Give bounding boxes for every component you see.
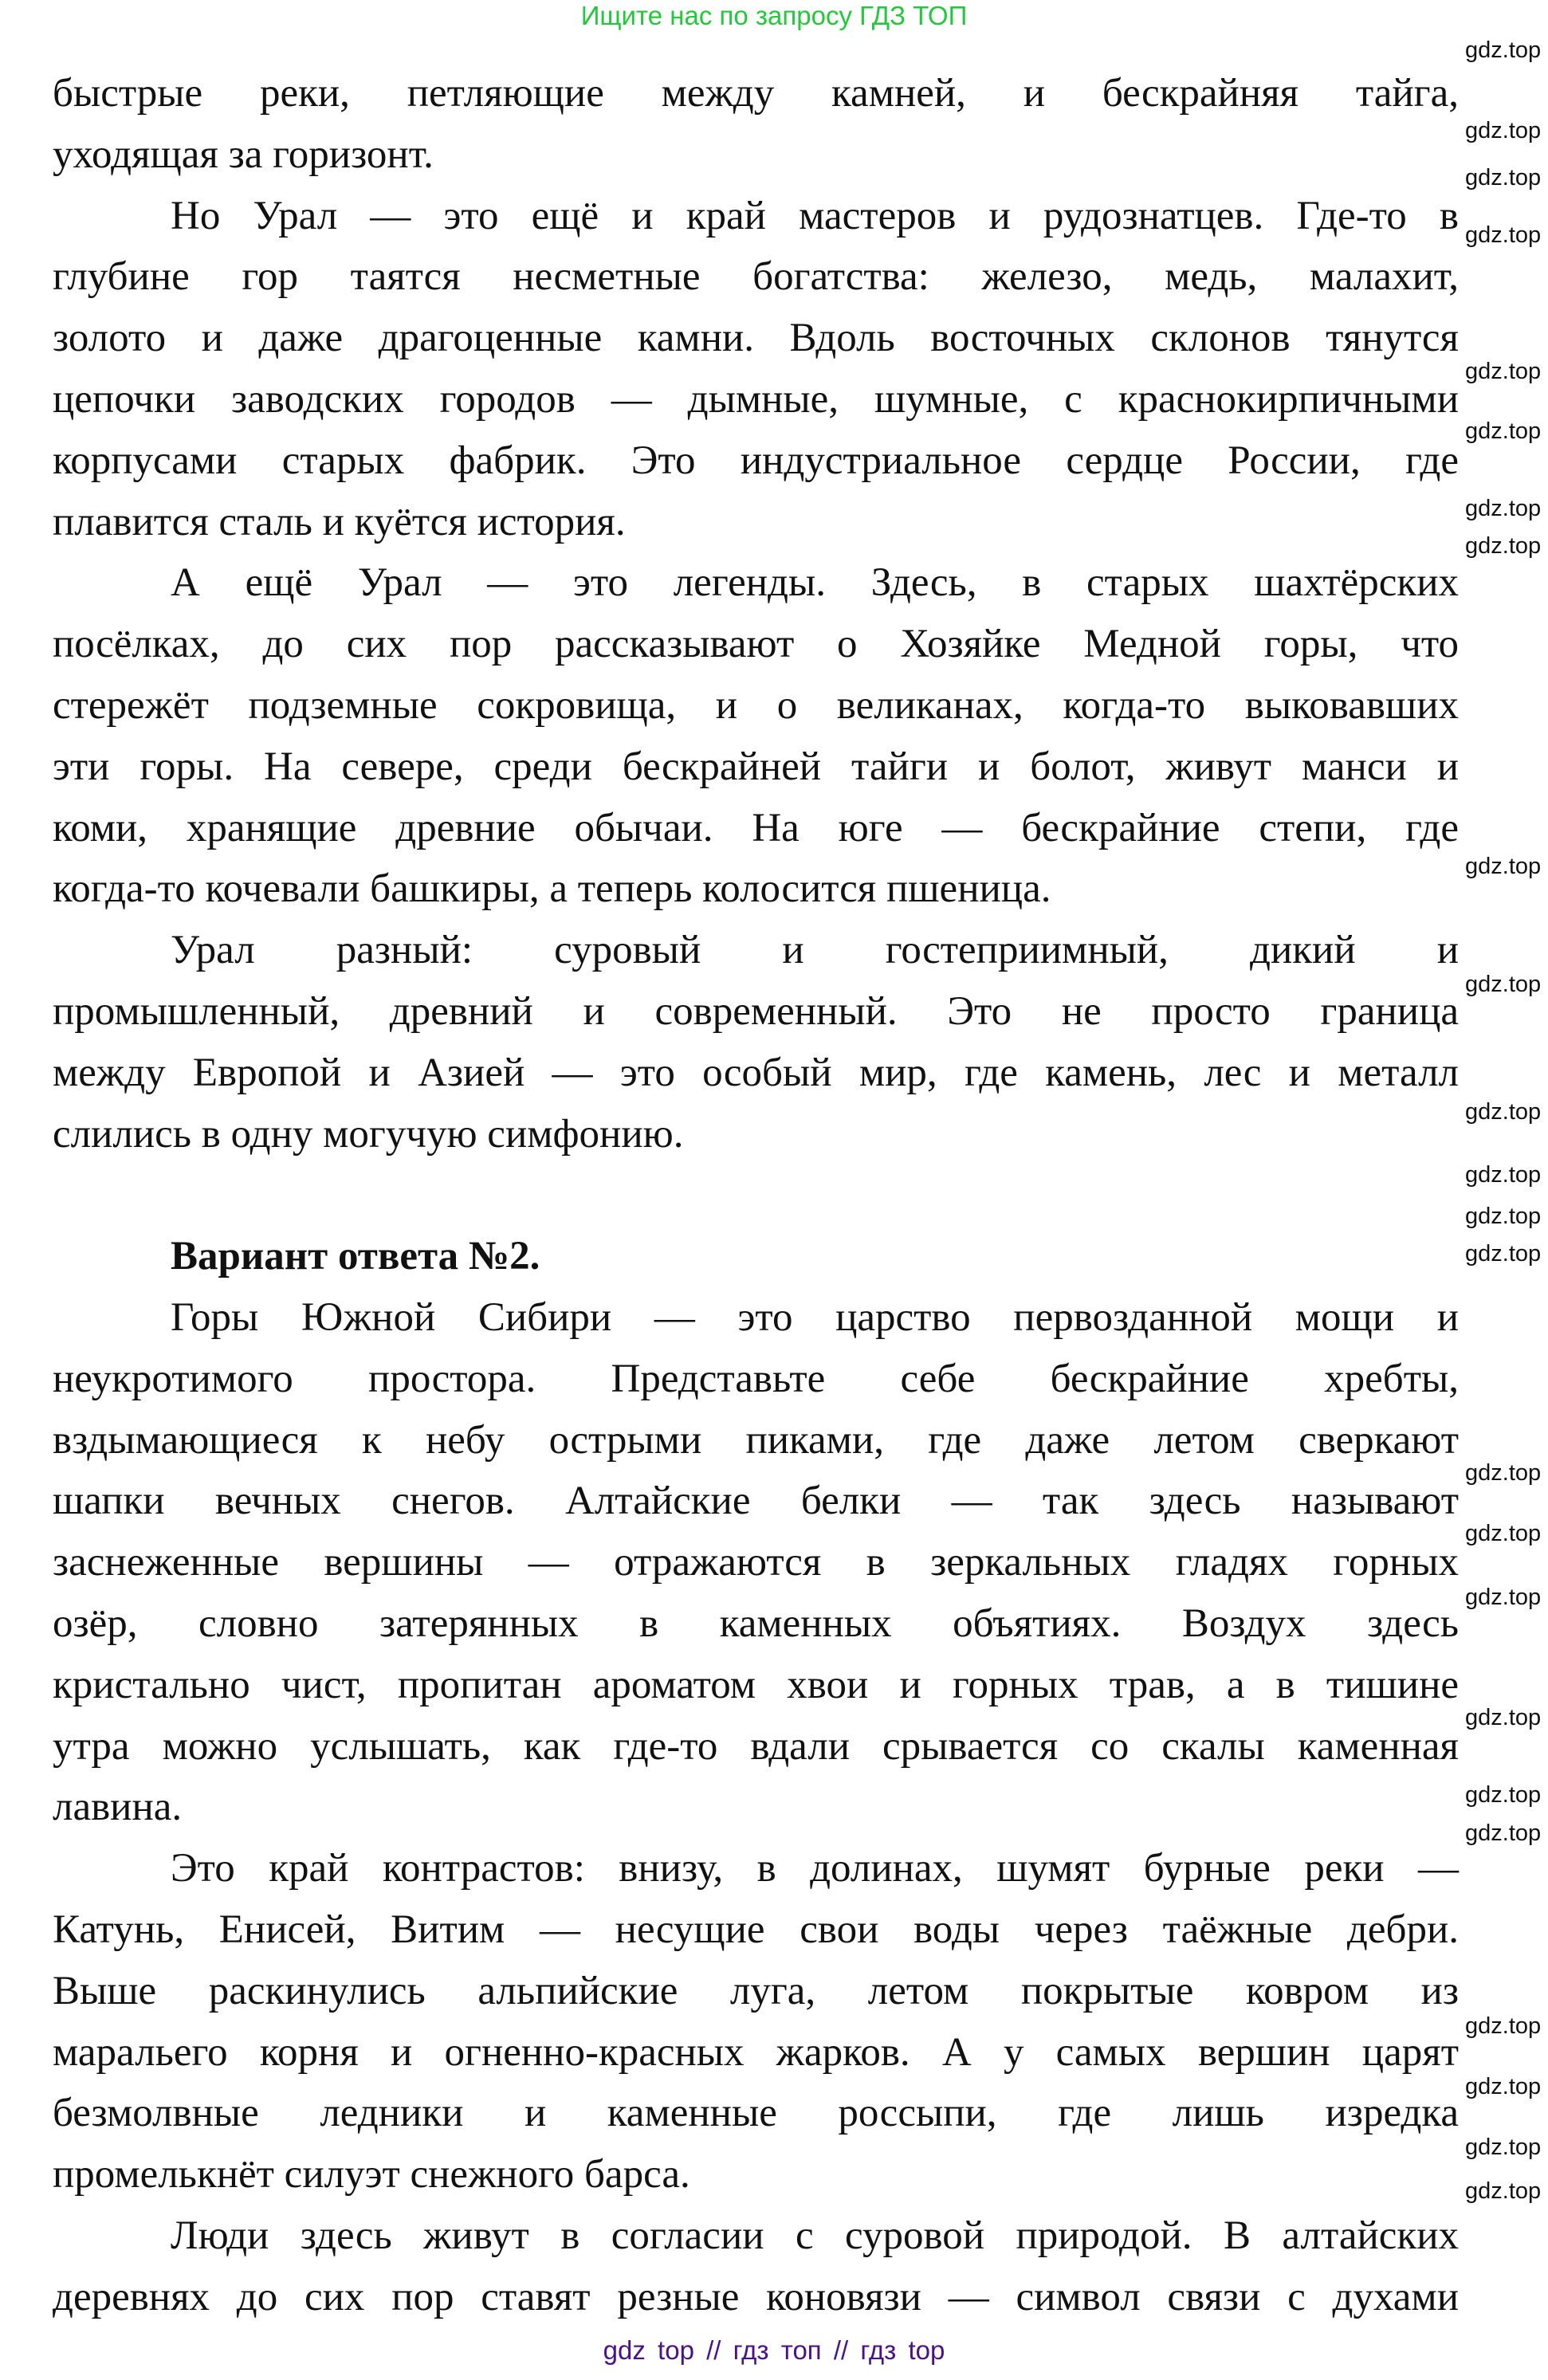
text-line: вздымающиеся к небу острыми пиками, где даже летом сверкают — [53, 1417, 1459, 1463]
text-line: лавина. — [53, 1785, 183, 1830]
text-line: безмолвные ледники и каменные россыпи, где лишь изредка — [53, 2091, 1459, 2136]
text-line: промышленный, древний и современный. Это не просто граница — [53, 988, 1459, 1034]
text-line: эти горы. На севере, среди бескрайней тайги и болот, живут манси и — [53, 744, 1459, 789]
text-line: Это край контрастов: внизу, в долинах, шумят бурные реки — — [171, 1846, 1459, 1891]
text-line: Но Урал — это ещё и край мастеров и рудознатцев. Где-то в — [171, 193, 1459, 238]
watermark-label: gdz.top — [1465, 165, 1542, 190]
text-line: А ещё Урал — это легенды. Здесь, в старых шахтёрских — [171, 560, 1459, 606]
text-line: промелькнёт силуэт снежного барса. — [53, 2152, 690, 2197]
watermark-label: gdz.top — [1465, 1099, 1542, 1125]
text-line: коми, хранящие древние обычаи. На юге — бескрайние степи, где — [53, 805, 1459, 850]
watermark-label: gdz.top — [1465, 1705, 1542, 1730]
text-line: утра можно услышать, как где-то вдали срывается со скалы каменная — [53, 1723, 1459, 1769]
text-line: Горы Южной Сибири — это царство первозданной мощи и — [171, 1294, 1459, 1340]
watermark-label: gdz.top — [1465, 1241, 1542, 1267]
text-line: шапки вечных снегов. Алтайские белки — так здесь называют — [53, 1479, 1459, 1524]
watermark-label: gdz.top — [1465, 222, 1542, 248]
watermark-label: gdz.top — [1465, 972, 1542, 997]
paragraph — [53, 920, 1459, 1164]
text-line: неукротимого простора. Представьте себе бескрайние хребты, — [53, 1356, 1459, 1401]
text-line: Урал разный: суровый и гостеприимный, дикий и — [171, 928, 1459, 973]
watermark-label: gdz.top — [1465, 2013, 1542, 2039]
text-line: между Европой и Азией — это особый мир, где камень, лес и металл — [53, 1050, 1459, 1095]
text-line: деревнях до сих пор ставят резные коновязи — символ связи с духами — [53, 2274, 1459, 2319]
text-line: стережёт подземные сокровища, и о великанах, когда-то выковавших — [53, 682, 1459, 728]
watermark-label: gdz.top — [1465, 359, 1542, 384]
watermark-label: gdz.top — [1465, 2135, 1542, 2160]
watermark-label: gdz.top — [1465, 2074, 1542, 2099]
watermark-label: gdz.top — [1465, 37, 1542, 63]
text-line: золото и даже драгоценные камни. Вдоль восточных склонов тянутся — [53, 316, 1459, 361]
paragraph — [53, 63, 1459, 186]
paragraph — [53, 1838, 1459, 2205]
section-1 — [53, 63, 1459, 1164]
section-2 — [53, 1287, 1459, 2328]
text-line: Выше раскинулись альпийские луга, летом покрытые ковром из — [53, 1968, 1459, 2013]
text-line: Катунь, Енисей, Витим — несущие свои воды через таёжные дебри. — [53, 1907, 1459, 1952]
spacer — [53, 1164, 1459, 1226]
text-line: плавится сталь и куётся история. — [53, 499, 626, 544]
watermark-label: gdz.top — [1465, 1162, 1542, 1188]
search-banner: Ищите нас по запросу ГДЗ ТОП — [580, 1, 968, 30]
text-line: заснеженные вершины — отражаются в зеркальных гладях горных — [53, 1540, 1459, 1585]
watermark-label: gdz.top — [1465, 2178, 1542, 2204]
document-body — [53, 63, 1459, 2327]
watermark-label: gdz.top — [1465, 1521, 1542, 1546]
paragraph — [53, 552, 1459, 920]
footer-watermark: gdz top // гдз топ // гдз top — [603, 2335, 945, 2365]
text-line: маральего корня и огненно-красных жарков. А у самых вершин царят — [53, 2029, 1459, 2075]
paragraph — [53, 186, 1459, 553]
watermark-label: gdz.top — [1465, 118, 1542, 143]
text-line: посёлках, до сих пор рассказывают о Хозяйке Медной горы, что — [53, 622, 1459, 667]
watermark-label: gdz.top — [1465, 1782, 1542, 1808]
text-line: глубине гор таятся несметные богатства: железо, медь, малахит, — [53, 254, 1459, 300]
watermark-label: gdz.top — [1465, 1585, 1542, 1610]
watermark-label: gdz.top — [1465, 1460, 1542, 1486]
watermark-label: gdz.top — [1465, 533, 1542, 559]
text-line: цепочки заводских городов — дымные, шумные, с краснокирпичными — [53, 376, 1459, 422]
paragraph — [53, 2205, 1459, 2328]
watermark-label: gdz.top — [1465, 418, 1542, 444]
text-line: слились в одну могучую симфонию. — [53, 1111, 684, 1157]
text-line: уходящая за горизонт. — [53, 132, 434, 177]
text-line: Люди здесь живут в согласии с суровой природой. В алтайских — [171, 2213, 1459, 2258]
answer-variant-heading: Вариант ответа №2. — [171, 1234, 540, 1279]
text-line: когда-то кочевали башкиры, а теперь колосится пшеница. — [53, 866, 1051, 912]
text-line: кристально чист, пропитан ароматом хвои и горных трав, а в тишине — [53, 1662, 1459, 1707]
watermark-label: gdz.top — [1465, 1820, 1542, 1846]
text-line: корпусами старых фабрик. Это индустриальное сердце России, где — [53, 438, 1459, 483]
watermark-label: gdz.top — [1465, 854, 1542, 879]
text-line: озёр, словно затерянных в каменных объятиях. Воздух здесь — [53, 1600, 1459, 1646]
paragraph — [53, 1287, 1459, 1838]
watermark-label: gdz.top — [1465, 496, 1542, 521]
text-line: быстрые реки, петляющие между камней, и бескрайняя тайга, — [53, 71, 1459, 116]
watermark-label: gdz.top — [1465, 1204, 1542, 1229]
